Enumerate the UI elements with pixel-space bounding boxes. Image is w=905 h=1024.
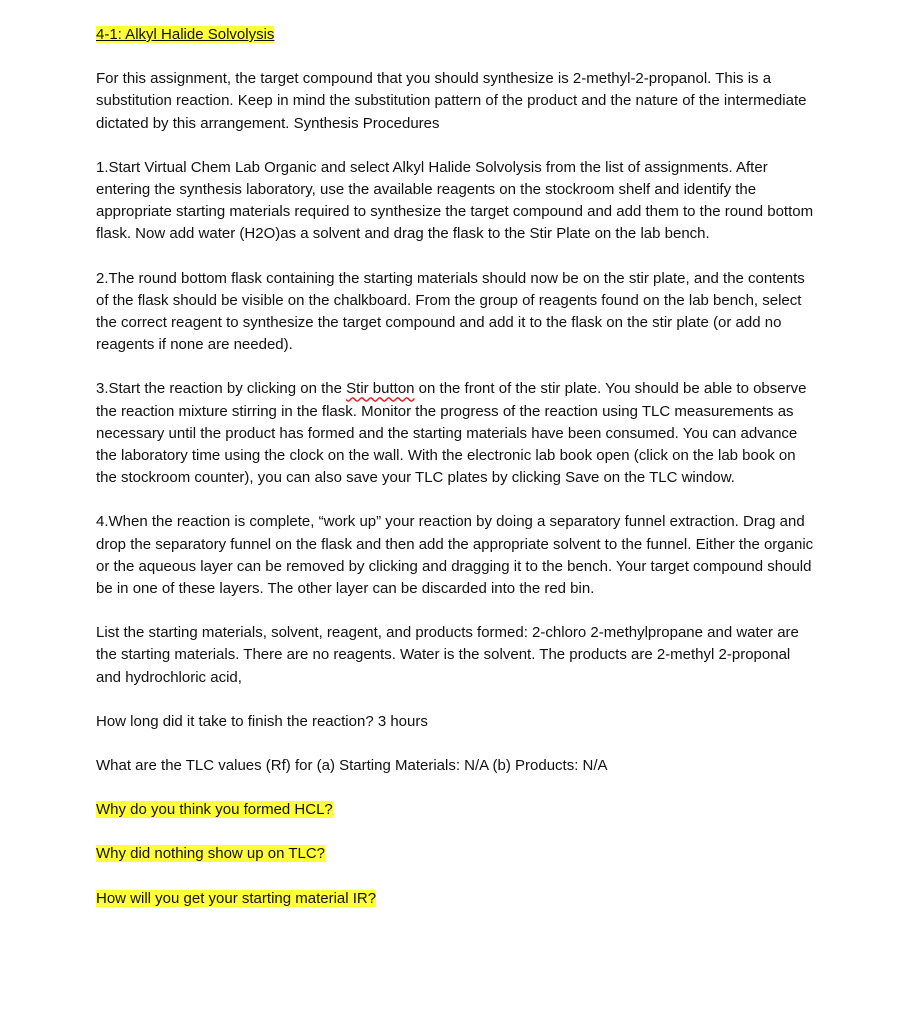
step-1-paragraph: 1.Start Virtual Chem Lab Organic and select Alkyl Halide Solvolysis from the list of assignments. After entering the synthesis laboratory, use the available reagents on the stockroom shelf and identify the appropriate starting materials required to synthesize the target compound and add them to the round bottom flask. Now add water (H2O)as a solvent and drag the flask to the Stir Plate on the lab bench. (96, 158, 814, 243)
document-title (96, 24, 816, 46)
spellcheck-flagged-text: Stir button (346, 380, 415, 398)
step-2-paragraph: 2.The round bottom flask containing the starting materials should now be on the stir plate, and the contents of the flask should be visible on the chalkboard. From the group of reagents found on the lab bench, select the correct reagent to synthesize the target compound and add it to the flask on the stir plate (or add no reagents if none are needed). (96, 269, 805, 354)
highlighted-question-1 (96, 799, 816, 821)
highlighted-question-text: Why did nothing show up on TLC? (96, 845, 326, 863)
highlighted-question-text: How will you get your starting material IR? (96, 889, 377, 907)
step-3-paragraph (96, 378, 816, 489)
tlc-values-answer: What are the TLC values (Rf) for (a) Starting Materials: N/A (b) Products: N/A (96, 757, 608, 775)
document-page (96, 24, 816, 932)
materials-answer: List the starting materials, solvent, reagent, and products formed: 2-chloro 2-methylpropane and water are the starting materials. There are no reagents. Water is the solvent. The products are 2-methyl 2-proponal and hydrochloric acid, (96, 624, 799, 686)
reaction-time-answer: How long did it take to finish the reaction? 3 hours (96, 712, 428, 730)
step-3-text-after: on the front of the stir plate. You should be able to observe the reaction mixture stirring in the flask. Monitor the progress of the reaction using TLC measurements as necessary until the product has formed and the starting materials have been consumed. You can advance the laboratory time using the clock on the wall. With the electronic lab book open (click on the lab book on the stockroom counter), you can also save your TLC plates by clicking Save on the TLC window. (96, 380, 807, 487)
highlighted-question-3 (96, 888, 816, 910)
intro-paragraph: For this assignment, the target compound that you should synthesize is 2-methyl-2-propanol. This is a substitution reaction. Keep in mind the substitution pattern of the product and the nature of the intermediate dictated by this arrangement. Synthesis Procedures (96, 70, 807, 132)
document-title-text: 4-1: Alkyl Halide Solvolysis (96, 26, 275, 43)
step-3-text-before: 3.Start the reaction by clicking on the (96, 380, 347, 398)
highlighted-question-text: Why do you think you formed HCL? (96, 801, 333, 819)
step-4-paragraph: 4.When the reaction is complete, “work up” your reaction by doing a separatory funnel extraction. Drag and drop the separatory funnel on the flask and then add the appropriate solvent to the funnel. Either the organic or the aqueous layer can be removed by clicking and dragging it to the bench. Your target compound should be in one of these layers. The other layer can be discarded into the red bin. (96, 513, 814, 598)
highlighted-question-2 (96, 843, 816, 865)
